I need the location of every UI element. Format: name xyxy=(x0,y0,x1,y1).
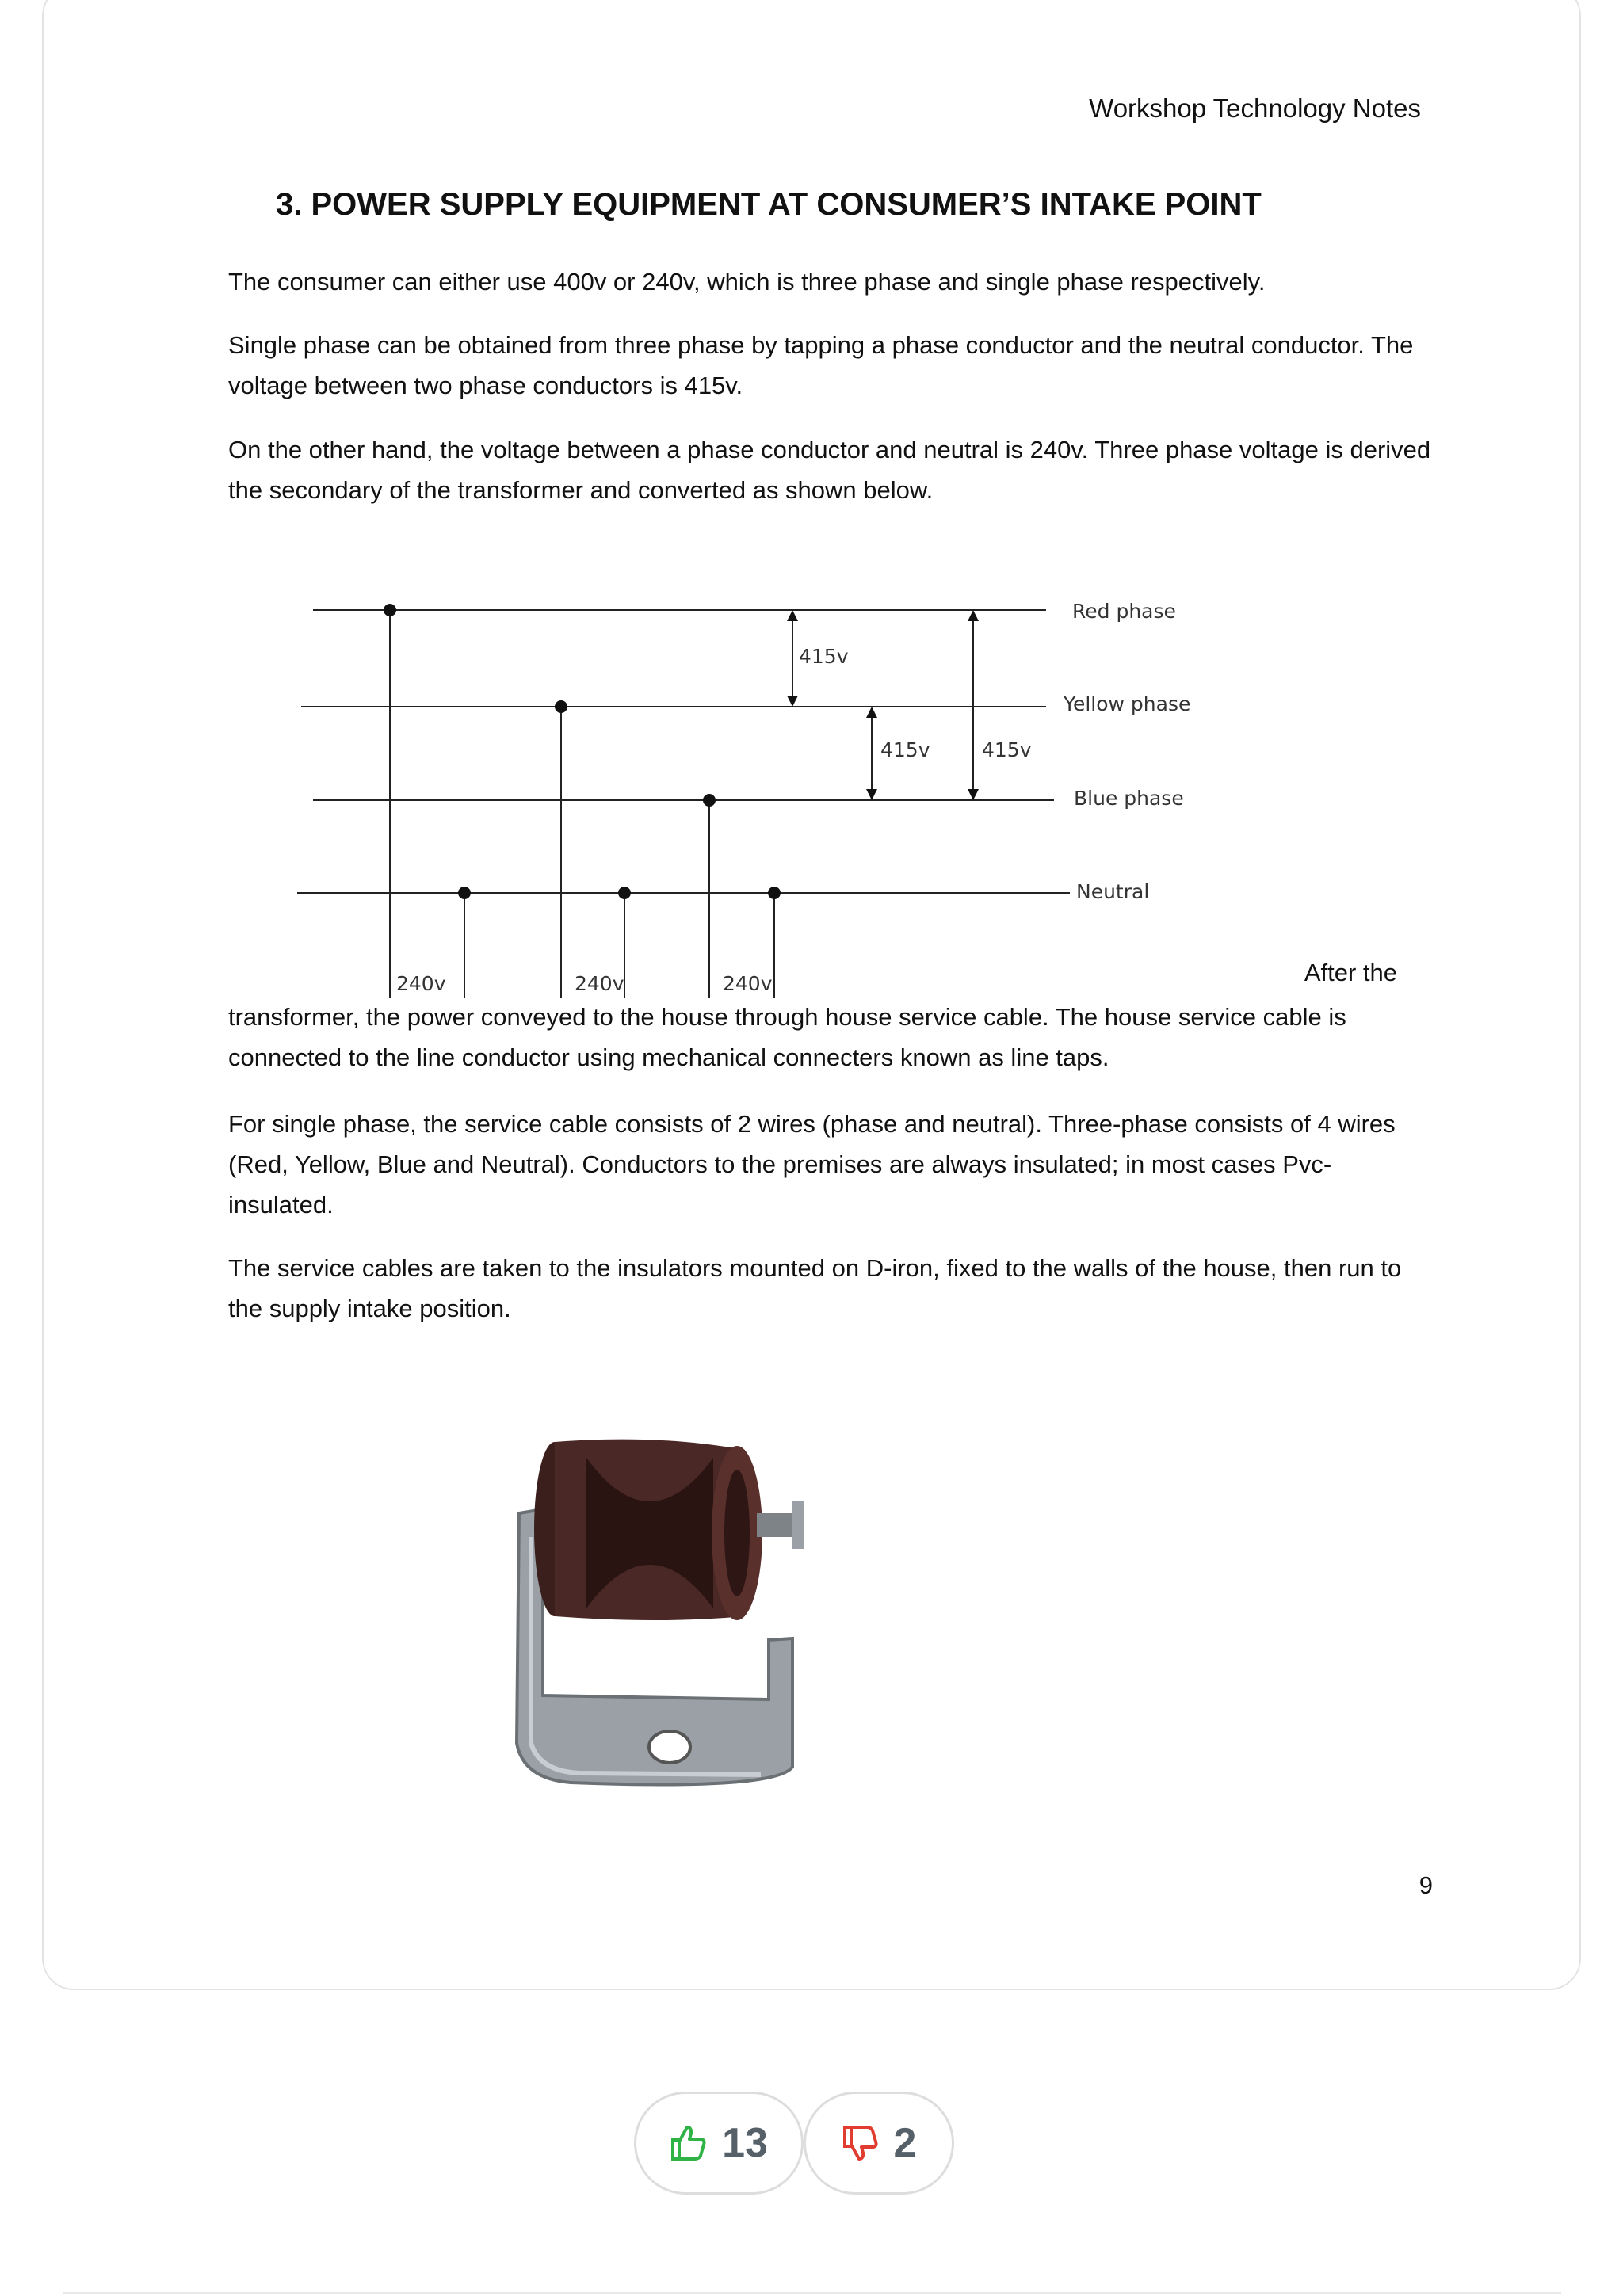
label-blue-phase: Blue phase xyxy=(1074,787,1184,810)
paragraph-3: On the other hand, the voltage between a phase conductor and neutral is 240v. Three phase voltage is derived the secondary of the transformer and converted as shown below. xyxy=(228,436,1431,504)
label-415v-yellow-blue: 415v xyxy=(880,738,930,761)
label-240v-red: 240v xyxy=(396,972,446,995)
label-neutral: Neutral xyxy=(1076,880,1150,903)
three-phase-diagram xyxy=(285,578,1236,1006)
upvote-button[interactable] xyxy=(634,2092,804,2195)
paragraph-6: The service cables are taken to the insulators mounted on D-iron, fixed to the walls of the house, then run to the supply intake position. xyxy=(228,1254,1402,1322)
paragraph-1: The consumer can either use 400v or 240v, which is three phase and single phase respectively. xyxy=(228,268,1266,296)
vote-bar xyxy=(634,2092,959,2195)
d-iron-insulator-image xyxy=(475,1426,824,1822)
page-number: 9 xyxy=(1419,1871,1433,1899)
document-header: Workshop Technology Notes xyxy=(1089,93,1421,123)
label-240v-blue: 240v xyxy=(723,972,773,995)
paragraph-4-lead: After the xyxy=(1304,959,1397,986)
label-red-phase: Red phase xyxy=(1072,600,1176,623)
footer-divider xyxy=(63,2292,1561,2294)
section-title: 3. POWER SUPPLY EQUIPMENT AT CONSUMER’S INTAKE POINT xyxy=(276,187,1262,222)
downvote-button[interactable] xyxy=(804,2092,954,2195)
downvote-count: 2 xyxy=(893,2120,917,2166)
thumbs-down-icon xyxy=(842,2124,880,2162)
paragraph-5: For single phase, the service cable consists of 2 wires (phase and neutral). Three-phase consists of 4 wires (Red, Yellow, Blue and Neutral). Conductors to the premises are always insulated; in most cases Pvc-insulated. xyxy=(228,1110,1396,1219)
paragraph-2: Single phase can be obtained from three phase by tapping a phase conductor and the neutral conductor. The voltage between two phase conductors is 415v. xyxy=(228,331,1414,399)
label-yellow-phase: Yellow phase xyxy=(1064,692,1191,715)
label-415v-red-blue: 415v xyxy=(982,738,1032,761)
label-240v-yellow: 240v xyxy=(575,972,624,995)
label-415v-red-yellow: 415v xyxy=(799,645,849,668)
paragraph-4: transformer, the power conveyed to the house through house service cable. The house service cable is connected to the line conductor using mechanical connecters known as line taps. xyxy=(228,1003,1346,1071)
upvote-count: 13 xyxy=(722,2120,768,2166)
thumbs-up-icon xyxy=(670,2124,708,2162)
